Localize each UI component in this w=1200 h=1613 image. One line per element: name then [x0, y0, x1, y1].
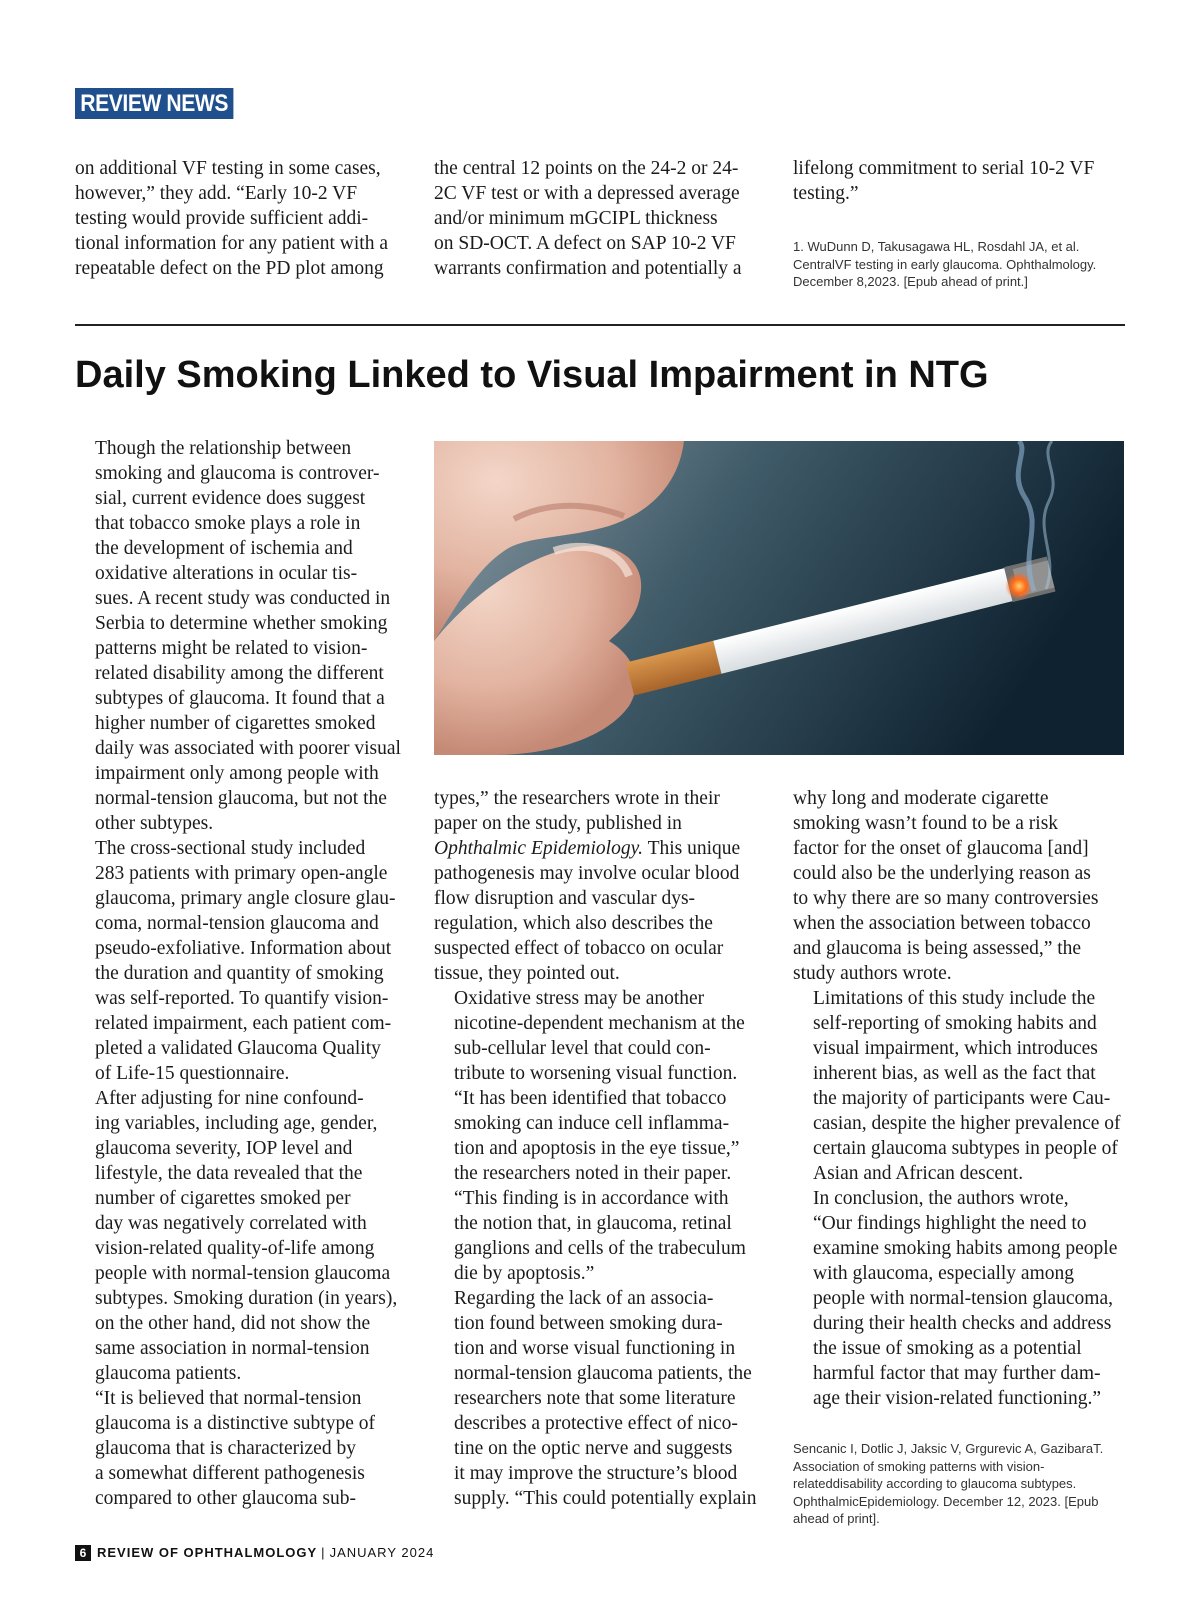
- text-line: patterns might be related to vision-: [95, 638, 368, 659]
- text-line: on SD-OCT. A defect on SAP 10-2 VF: [434, 233, 736, 254]
- text-line: that tobacco smoke plays a role in: [95, 513, 361, 534]
- text-line: why long and moderate cigarette: [793, 788, 1049, 809]
- text-line: the issue of smoking as a potential: [813, 1338, 1082, 1359]
- text-line: to why there are so many controversies: [793, 888, 1099, 909]
- text-line: coma, normal-tension glaucoma and: [95, 913, 379, 934]
- text-line: supply. “This could potentially explain: [454, 1488, 757, 1509]
- section-tag: REVIEW NEWS: [75, 88, 233, 119]
- text-line: subtypes. Smoking duration (in years),: [95, 1288, 398, 1309]
- text-line: people with normal-tension glaucoma: [95, 1263, 391, 1284]
- paragraph: [75, 436, 405, 836]
- issue-date: JANUARY 2024: [329, 1545, 435, 1560]
- text-line: smoking can induce cell inflamma-: [454, 1113, 730, 1134]
- text-line: however,” they add. “Early 10-2 VF: [75, 183, 358, 204]
- text-line: repeatable defect on the PD plot among: [75, 258, 384, 279]
- text-line: it may improve the structure’s blood: [454, 1463, 738, 1484]
- text-line: Epidemiology. December 12, 2023. [Epub ahead of print].: [793, 1493, 1099, 1526]
- text-line: tissue, they pointed out.: [434, 963, 620, 984]
- text-line: sial, current evidence does suggest: [95, 488, 366, 509]
- text-line: normal-tension glaucoma patients, the: [454, 1363, 752, 1384]
- text-line: tion and apoptosis in the eye tissue,”: [454, 1138, 740, 1159]
- text-line: during their health checks and address: [813, 1313, 1112, 1334]
- article-column-2: [434, 786, 764, 1511]
- text-line: ing variables, including age, gender,: [95, 1113, 378, 1134]
- text-line: on additional VF testing in some cases,: [75, 158, 381, 179]
- text-line: glaucoma patients.: [95, 1363, 242, 1384]
- text-line: testing would provide sufficient addi-: [75, 208, 369, 229]
- text-line: 1. WuDunn D, Takusagawa HL, Rosdahl JA, et al. Central: [793, 239, 1080, 272]
- text-line: glaucoma is a distinctive subtype of: [95, 1413, 375, 1434]
- text-line: factor for the onset of glaucoma [and]: [793, 838, 1089, 859]
- text-line: subtypes of glaucoma. It found that a: [95, 688, 385, 709]
- text-line: day was negatively correlated with: [95, 1213, 367, 1234]
- article-headline: Daily Smoking Linked to Visual Impairment in NTG: [75, 354, 989, 396]
- text-line: certain glaucoma subtypes in people of: [813, 1138, 1118, 1159]
- text-line: the researchers noted in their paper.: [454, 1163, 732, 1184]
- paragraph: [793, 986, 1125, 1186]
- text-line: visual impairment, which introduces: [813, 1038, 1098, 1059]
- page-number: 6: [75, 1545, 91, 1561]
- publication-name: REVIEW OF OPHTHALMOLOGY: [97, 1545, 318, 1560]
- text-line: Though the relationship between: [95, 438, 352, 459]
- article-column-3: [793, 786, 1125, 1411]
- text-line: study authors wrote.: [793, 963, 952, 984]
- prev-article-column-2: [434, 156, 764, 281]
- text-line: pleted a validated Glaucoma Quality: [95, 1038, 381, 1059]
- text-line: paper on the study, published in: [434, 813, 682, 834]
- text-line: with glaucoma, especially among: [813, 1263, 1075, 1284]
- text-line: Oxidative stress may be another: [454, 988, 705, 1009]
- text-line: Sencanic I, Dotlic J, Jaksic V, Grgurevic A, Gazibara: [793, 1441, 1094, 1456]
- text-line: normal-tension glaucoma, but not the: [95, 788, 387, 809]
- text-line: related impairment, each patient com-: [95, 1013, 392, 1034]
- text-line: Limitations of this study include the: [813, 988, 1096, 1009]
- text-line: lifestyle, the data revealed that the: [95, 1163, 363, 1184]
- text-line: and/or minimum mGCIPL thickness: [434, 208, 718, 229]
- text-line: other subtypes.: [95, 813, 214, 834]
- text-line: Asian and African descent.: [813, 1163, 1024, 1184]
- text-line: describes a protective effect of nico-: [454, 1413, 738, 1434]
- text-line: impairment only among people with: [95, 763, 379, 784]
- paragraph: [75, 1386, 405, 1511]
- text-line: tion and worse visual functioning in: [454, 1338, 736, 1359]
- text-line: “It is believed that normal-tension: [95, 1388, 362, 1409]
- text-line: smoking wasn’t found to be a risk: [793, 813, 1059, 834]
- text-line: tional information for any patient with a: [75, 233, 388, 254]
- text-line: “It has been identified that tobacco: [454, 1088, 727, 1109]
- text-line: glaucoma severity, IOP level and: [95, 1138, 353, 1159]
- text-line: the notion that, in glaucoma, retinal: [454, 1213, 732, 1234]
- text-line: the development of ischemia and: [95, 538, 353, 559]
- text-line: “Our findings highlight the need to: [813, 1213, 1087, 1234]
- text-line: pseudo-exfoliative. Information about: [95, 938, 392, 959]
- text-line: glaucoma, primary angle closure glau-: [95, 888, 396, 909]
- paragraph: [793, 786, 1125, 986]
- prev-article-column-1: [75, 156, 405, 281]
- paragraph: [75, 836, 405, 1086]
- text-line: Ophthalmic Epidemiology. This unique: [434, 838, 741, 859]
- text-line: suspected effect of tobacco on ocular: [434, 938, 724, 959]
- text-line: and glaucoma is being assessed,” the: [793, 938, 1082, 959]
- text-line: age their vision-related functioning.”: [813, 1388, 1102, 1409]
- text-line: same association in normal-tension: [95, 1338, 370, 1359]
- text-line: smoking and glaucoma is controver-: [95, 463, 380, 484]
- text-line: higher number of cigarettes smoked: [95, 713, 376, 734]
- text-line: types,” the researchers wrote in their: [434, 788, 720, 809]
- text-line: when the association between tobacco: [793, 913, 1091, 934]
- prev-article-reference: [793, 238, 1133, 291]
- text-line: was self-reported. To quantify vision-: [95, 988, 389, 1009]
- text-line: a somewhat different pathogenesis: [95, 1463, 365, 1484]
- text-line: flow disruption and vascular dys-: [434, 888, 696, 909]
- text-line: pathogenesis may involve ocular blood: [434, 863, 740, 884]
- text-line: In conclusion, the authors wrote,: [813, 1188, 1069, 1209]
- text-line: related disability among the different: [95, 663, 384, 684]
- paragraph: [434, 786, 764, 986]
- text-line: vision-related quality-of-life among: [95, 1238, 375, 1259]
- text-line: researchers note that some literature: [454, 1388, 736, 1409]
- text-line: the central 12 points on the 24-2 or 24-: [434, 158, 739, 179]
- prev-article-column-3: [793, 156, 1125, 206]
- text-line: 2023. [Epub ahead of print.]: [867, 274, 1028, 289]
- text-line: After adjusting for nine confound-: [95, 1088, 364, 1109]
- text-line: tine on the optic nerve and suggests: [454, 1438, 733, 1459]
- text-line: lifelong commitment to serial 10-2 VF: [793, 158, 1095, 179]
- text-line: oxidative alterations in ocular tis-: [95, 563, 358, 584]
- text-line: disability according to glaucoma subtypes. Ophthalmic: [793, 1476, 1077, 1509]
- text-line: the majority of participants were Cau-: [813, 1088, 1111, 1109]
- cigarette-smoking-photo: [434, 441, 1124, 755]
- text-line: casian, despite the higher prevalence of: [813, 1113, 1121, 1134]
- text-line: nicotine-dependent mechanism at the: [454, 1013, 745, 1034]
- text-line: daily was associated with poorer visual: [95, 738, 401, 759]
- text-line: tion found between smoking dura-: [454, 1313, 723, 1334]
- paragraph: [434, 1286, 764, 1511]
- text-line: compared to other glaucoma sub-: [95, 1488, 356, 1509]
- text-line: of Life-15 questionnaire.: [95, 1063, 290, 1084]
- text-line: tribute to worsening visual function.: [454, 1063, 738, 1084]
- text-line: people with normal-tension glaucoma,: [813, 1288, 1114, 1309]
- text-line: 283 patients with primary open-angle: [95, 863, 388, 884]
- text-line: ganglions and cells of the trabeculum: [454, 1238, 746, 1259]
- text-line: could also be the underlying reason as: [793, 863, 1091, 884]
- text-line: self-reporting of smoking habits and: [813, 1013, 1097, 1034]
- article-column-1: [75, 436, 405, 1511]
- text-line: the duration and quantity of smoking: [95, 963, 384, 984]
- text-line: testing.”: [793, 183, 859, 204]
- text-line: The cross-sectional study included: [95, 838, 366, 859]
- text-line: die by apoptosis.”: [454, 1263, 595, 1284]
- text-line: on the other hand, did not show the: [95, 1313, 371, 1334]
- text-line: inherent bias, as well as the fact that: [813, 1063, 1096, 1084]
- text-line: Serbia to determine whether smoking: [95, 613, 388, 634]
- article-reference: [793, 1440, 1133, 1528]
- text-line: glaucoma that is characterized by: [95, 1438, 356, 1459]
- text-line: sub-cellular level that could con-: [454, 1038, 711, 1059]
- text-line: sues. A recent study was conducted in: [95, 588, 391, 609]
- paragraph: [434, 986, 764, 1286]
- text-line: “This finding is in accordance with: [454, 1188, 729, 1209]
- paragraph: [793, 1186, 1125, 1411]
- text-line: 2C VF test or with a depressed average: [434, 183, 740, 204]
- footer-separator: |: [321, 1545, 326, 1560]
- text-line: regulation, which also describes the: [434, 913, 713, 934]
- text-line: harmful factor that may further dam-: [813, 1363, 1101, 1384]
- text-line: Regarding the lack of an associa-: [454, 1288, 714, 1309]
- text-line: VF testing in early glaucoma. Ophthalmology. December 8,: [793, 256, 1097, 289]
- text-line: examine smoking habits among people: [813, 1238, 1118, 1259]
- paragraph: [75, 1086, 405, 1386]
- text-line: T. Association of smoking patterns with vision-related: [793, 1441, 1104, 1491]
- section-divider: [75, 324, 1125, 326]
- text-line: warrants confirmation and potentially a: [434, 258, 742, 279]
- text-line: number of cigarettes smoked per: [95, 1188, 351, 1209]
- page-footer: [75, 1544, 434, 1562]
